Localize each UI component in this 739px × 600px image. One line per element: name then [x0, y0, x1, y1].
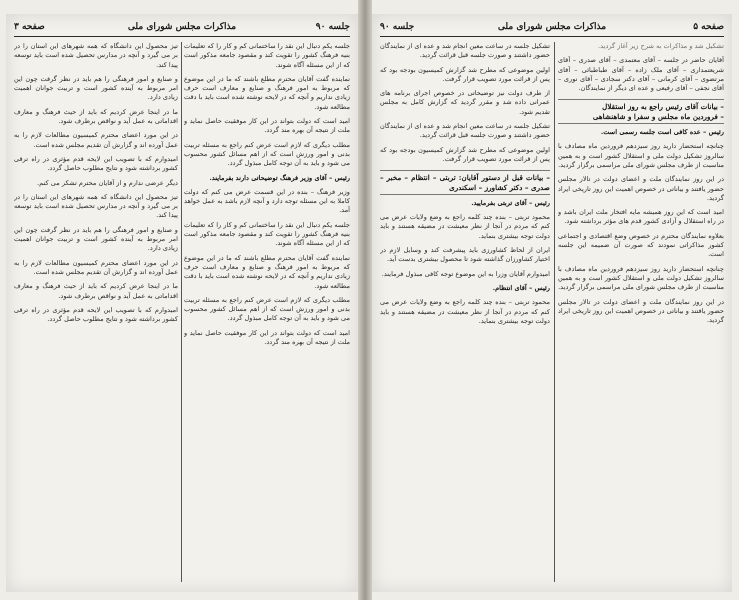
paragraph: در این مورد اعضای محترم کمیسیون مطالعات لازم را به عمل آورده اند و گزارش آن تقدیم مجلس شده است. — [14, 258, 178, 276]
book-gutter — [358, 0, 372, 600]
paragraph: رئیس – عده کافی است جلسه رسمی است. — [600, 128, 724, 137]
paragraph: جلسه یکم دنبال این نقد را ساختمانی کم و کار را که تعلیمات بنیه فرهنگ کشور را تقویت کند و مقصود جامعه مذکور است که از این مسئله آگاه شوند. — [184, 220, 350, 248]
paragraph: نماینده گفت آقایان محترم مطلع باشند که ما در این موضوع که مربوط به امور فرهنگ و صنایع و معارف است حرف زیادی نداریم و آنچه که در لایحه نوشته شده است باید با دقت مطالعه شود. — [184, 253, 350, 290]
paragraph: وزیر فرهنگ – بنده در این قسمت عرض می کنم که دولت کاملا به این مسئله توجه دارد و آنچه لازم باشد به عمل خواهد آمد. — [184, 187, 350, 215]
section-subtitle: – فروردین ماه مجلس و سفرا و شاهنشاهی — [592, 111, 724, 121]
left-page-number: صفحه ۳ — [14, 22, 45, 32]
paragraph: امید است که این روز همیشه مایه افتخار ملت ایران باشد و در راه استقلال و آزادی کشور قدم های مؤثر برداشته شود. — [558, 208, 724, 226]
paragraph: تیز محصول این دانشگاه که همه شهرهای این استان را در بر می گیرد و آنچه در مدارس تحصیل شده است باید توسعه پیدا کند. — [14, 42, 178, 69]
right-journal-title: مذاکرات مجلس شورای ملی — [497, 22, 607, 32]
paragraph: تشکیل شد و مذاکرات به شرح زیر آغاز گردید. — [598, 42, 724, 50]
paragraph: تشکیل جلسه در ساعت معین انجام شد و عده ای از نمایندگان حضور داشتند و صورت جلسه قبل قرائت گردید. — [380, 122, 550, 140]
left-page-header — [14, 20, 350, 37]
paragraph: امیدوارم که با تصویب این لایحه قدم مؤثری در راه ترقی کشور برداشته شود و نتایج مطلوب حاصل گردد. — [14, 154, 178, 173]
paragraph: در این روز نمایندگان ملت و اعضای دولت در تالار مجلس حضور یافتند و بیاناتی در خصوص اهمیت این روز تاریخی ایراد گردید. — [558, 297, 724, 325]
paragraph: امیدوارم که با تصویب این لایحه قدم مؤثری در راه ترقی کشور برداشته شود و نتایج مطلوب حاصل گردد. — [14, 305, 178, 324]
paragraph: محمود تربتی – بنده چند کلمه راجع به وضع ولایات عرض می کنم که مردم در آنجا از نظر معیشت در مضیقه هستند و باید دولت توجه بیشتری بنماید. — [380, 298, 550, 325]
paragraph: جلسه یکم دنبال این نقد را ساختمانی کم و کار را که تعلیمات بنیه فرهنگ کشور را تقویت کند و مقصود جامعه مذکور است که از این مسئله آگاه شوند. — [184, 42, 350, 69]
section-title: – بیانات قبل از دستور آقایان: تربتی – انتظام – مخبر – صدری – دکتر کشاورز – اسکندری — [380, 173, 550, 192]
paragraph: امید است که دولت بتواند در این کار موفقیت حاصل نماید و ملت از نتیجه آن بهره مند گردد. — [184, 117, 350, 135]
right-page-left-column — [380, 42, 550, 584]
section-heading — [380, 170, 550, 195]
paragraph: و صنایع و امور فرهنگی را هم باید در نظر گرفت چون این امر مربوط به آینده کشور است و تربیت جوانان اهمیت زیادی دارد. — [14, 74, 178, 102]
attendee-list: آقایان حاضر در جلسه – آقای معتمدی – آقای صدری – آقای شریعتمداری – آقای ملک زاده – آقای طباطبائی – آقای مرتضوی – آقای کرمانی – آقای دکتر سجادی – آقای نوری – آقای نجفی – آقای رفیعی و عده ای دیگر از نمایندگان. — [558, 56, 724, 93]
paragraph: ما در اینجا عرض کردیم که باید از حیث فرهنگ و معارف اقداماتی به عمل آید و نواقص برطرف شود. — [14, 282, 178, 300]
paragraph: امیدوارم آقایان وزرا به این موضوع توجه کافی مبذول فرمایند. — [381, 269, 550, 278]
paragraph: رئیس – آقای انتظام. — [492, 283, 550, 292]
paragraph: امید است که دولت بتواند در این کار موفقیت حاصل نماید و ملت از نتیجه آن بهره مند گردد. — [184, 328, 350, 347]
right-page-number: صفحه ۵ — [693, 22, 724, 32]
paragraph: اولین موضوعی که مطرح شد گزارش کمیسیون بودجه بود که پس از قرائت مورد تصویب قرار گرفت. — [380, 65, 550, 83]
paragraph: در این روز نمایندگان ملت و اعضای دولت در تالار مجلس حضور یافتند و بیاناتی در خصوص اهمیت این روز تاریخی ایراد گردید. — [558, 175, 724, 202]
paragraph: چنانچه استحضار دارید روز سیزدهم فروردین ماه مصادف با سالروز تشکیل دولت ملی و استقلال کشور است و به همین مناسبت از طرف مجلس شورای ملی مراسمی برگزار گردید. — [558, 264, 724, 292]
right-session-label: جلسه ۹۰ — [380, 22, 415, 32]
left-session-label: جلسه ۹۰ — [315, 22, 350, 32]
paragraph: چنانچه استحضار دارید روز سیزدهم فروردین ماه مصادف با سالروز تشکیل دولت ملی و استقلال کشور است و به همین مناسبت از طرف مجلس شورای ملی مراسمی برگزار گردید. — [558, 142, 724, 169]
paragraph: ما در اینجا عرض کردیم که باید از حیث فرهنگ و معارف اقداماتی به عمل آید و نواقص برطرف شود. — [14, 107, 178, 126]
left-page-left-column — [14, 42, 178, 584]
paragraph: محمود تربتی – بنده چند کلمه راجع به وضع ولایات عرض می کنم که مردم در آنجا از نظر معیشت در مضیقه هستند و باید دولت توجه بیشتری بنماید. — [380, 213, 550, 240]
paragraph: اولین موضوعی که مطرح شد گزارش کمیسیون بودجه بود که پس از قرائت مورد تصویب قرار گرفت. — [380, 145, 550, 163]
paragraph: دیگر عرضی ندارم و از آقایان محترم تشکر می کنم. — [37, 178, 178, 187]
paragraph: رئیس – آقای وزیر فرهنگ توضیحاتی دارند بفرمایند. — [209, 173, 350, 182]
paragraph: تیز محصول این دانشگاه که همه شهرهای این استان را در بر می گیرد و آنچه در مدارس تحصیل شده است باید توسعه پیدا کند. — [14, 192, 178, 220]
paragraph: و صنایع و امور فرهنگی را هم باید در نظر گرفت چون این امر مربوط به آینده کشور است و تربیت جوانان اهمیت زیادی دارد. — [14, 225, 178, 253]
left-journal-title: مذاکرات مجلس شورای ملی — [127, 22, 237, 32]
paragraph: از طرف دولت نیز توضیحاتی در خصوص اجرای برنامه های عمرانی داده شد و مقرر گردید که گزارش کامل به مجلس تقدیم شود. — [380, 89, 550, 116]
left-page — [6, 14, 358, 592]
right-page-right-column — [558, 42, 724, 584]
section-title: – بیانات آقای رئیس راجع به روز استقلال — [602, 102, 724, 112]
paragraph: رئیس – آقای تربتی بفرمایید. — [471, 198, 550, 207]
section-heading — [558, 99, 724, 124]
column-divider — [554, 42, 555, 582]
paragraph: تشکیل جلسه در ساعت معین انجام شد و عده ای از نمایندگان حضور داشتند و صورت جلسه قبل قرائت گردید. — [380, 42, 550, 60]
paragraph: مطلب دیگری که لازم است عرض کنم راجع به مسئله تربیت بدنی و امور ورزش است که از اهم مسائل کشور محسوب می شود و باید به آن توجه کامل مبذول گردد. — [184, 295, 350, 323]
left-page-right-column — [184, 42, 350, 584]
right-page-header — [380, 20, 724, 37]
paragraph: بعلاوه نمایندگان محترم در خصوص وضع اقتصادی و اجتماعی کشور مذاکراتی نمودند که صورت آن ضمیمه این جلسه است. — [558, 231, 724, 259]
paragraph: ایران از لحاظ کشاورزی باید پیشرفت کند و وسایل لازم در اختیار کشاورزان گذاشته شود تا محصول بیشتری بدست آید. — [380, 246, 550, 264]
right-page — [372, 14, 732, 592]
paragraph: نماینده گفت آقایان محترم مطلع باشند که ما در این موضوع که مربوط به امور فرهنگ و صنایع و معارف است حرف زیادی نداریم و آنچه که در لایحه نوشته شده است باید با دقت مطالعه شود. — [184, 74, 350, 111]
column-divider — [181, 42, 182, 582]
paragraph: مطلب دیگری که لازم است عرض کنم راجع به مسئله تربیت بدنی و امور ورزش است که از اهم مسائل کشور محسوب می شود و باید به آن توجه کامل مبذول گردد. — [184, 140, 350, 168]
paragraph: در این مورد اعضای محترم کمیسیون مطالعات لازم را به عمل آورده اند و گزارش آن تقدیم مجلس شده است. — [14, 131, 178, 149]
